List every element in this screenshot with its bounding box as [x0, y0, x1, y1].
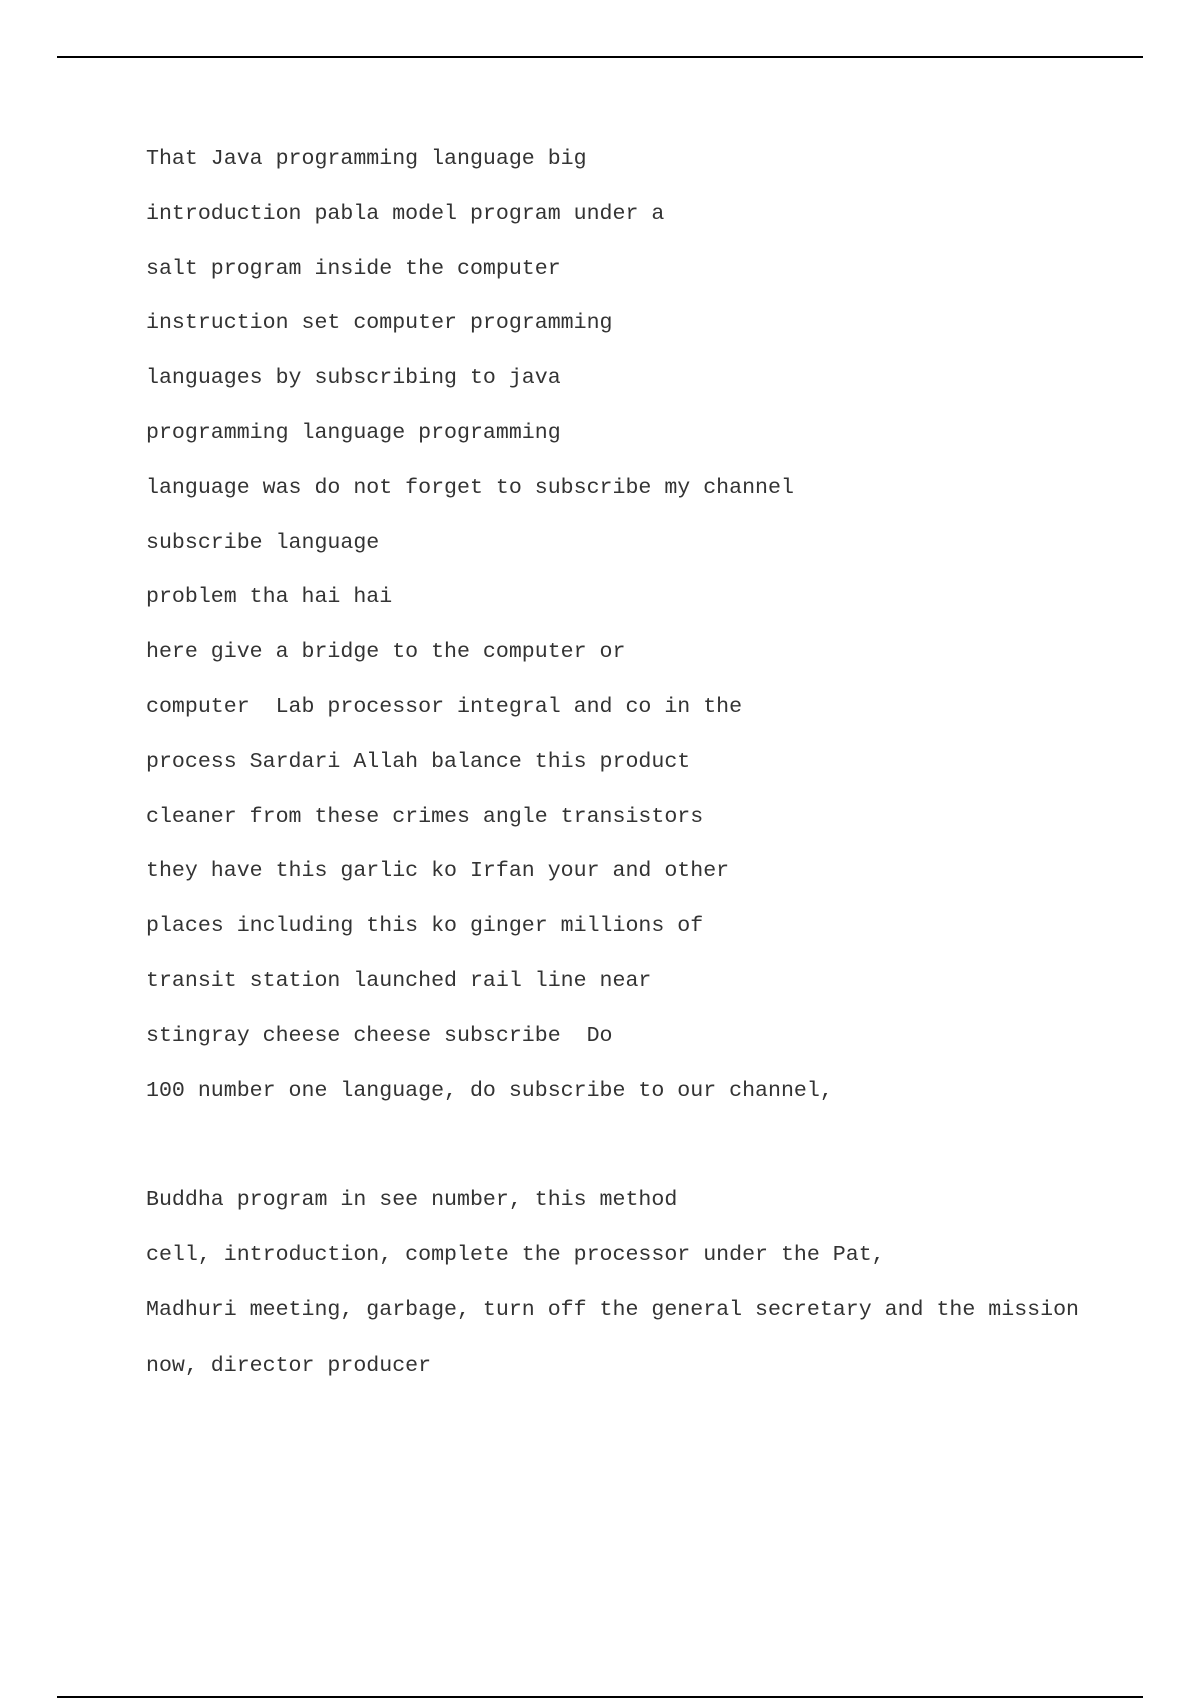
paragraph-gap	[146, 1132, 1146, 1187]
text-line: language was do not forget to subscribe my channel	[146, 475, 794, 500]
top-rule	[57, 56, 1143, 58]
document-body	[146, 146, 1146, 1408]
text-line: process Sardari Allah balance this product	[146, 749, 691, 774]
text-line: they have this garlic ko Irfan your and other	[146, 859, 730, 884]
text-line: transit station launched rail line near	[146, 968, 652, 993]
text-line: cleaner from these crimes angle transistors	[146, 804, 704, 829]
text-line: Buddha program in see number, this method	[146, 1188, 678, 1213]
bottom-rule	[57, 1696, 1143, 1698]
text-line: now, director producer	[146, 1353, 432, 1378]
text-line: Madhuri meeting, garbage, turn off the general secretary and the mission	[146, 1297, 1080, 1322]
text-line: salt program inside the computer	[146, 256, 561, 281]
text-line: stingray cheese cheese subscribe Do	[146, 1023, 613, 1048]
text-line: programming language programming	[146, 420, 561, 445]
text-line: problem tha hai hai	[146, 585, 393, 610]
text-line: 100 number one language, do subscribe to our channel,	[146, 1078, 833, 1103]
text-line: introduction pabla model program under a	[146, 201, 665, 226]
text-line: That Java programming language big	[146, 147, 587, 171]
text-line: places including this ko ginger millions of	[146, 914, 704, 939]
text-line: here give a bridge to the computer or	[146, 640, 626, 665]
text-line: instruction set computer programming	[146, 311, 613, 336]
text-line: cell, introduction, complete the processor under the Pat,	[146, 1242, 885, 1267]
text-line: subscribe language	[146, 530, 380, 555]
text-line: languages by subscribing to java	[146, 366, 561, 391]
text-line: computer Lab processor integral and co in the	[146, 694, 743, 719]
